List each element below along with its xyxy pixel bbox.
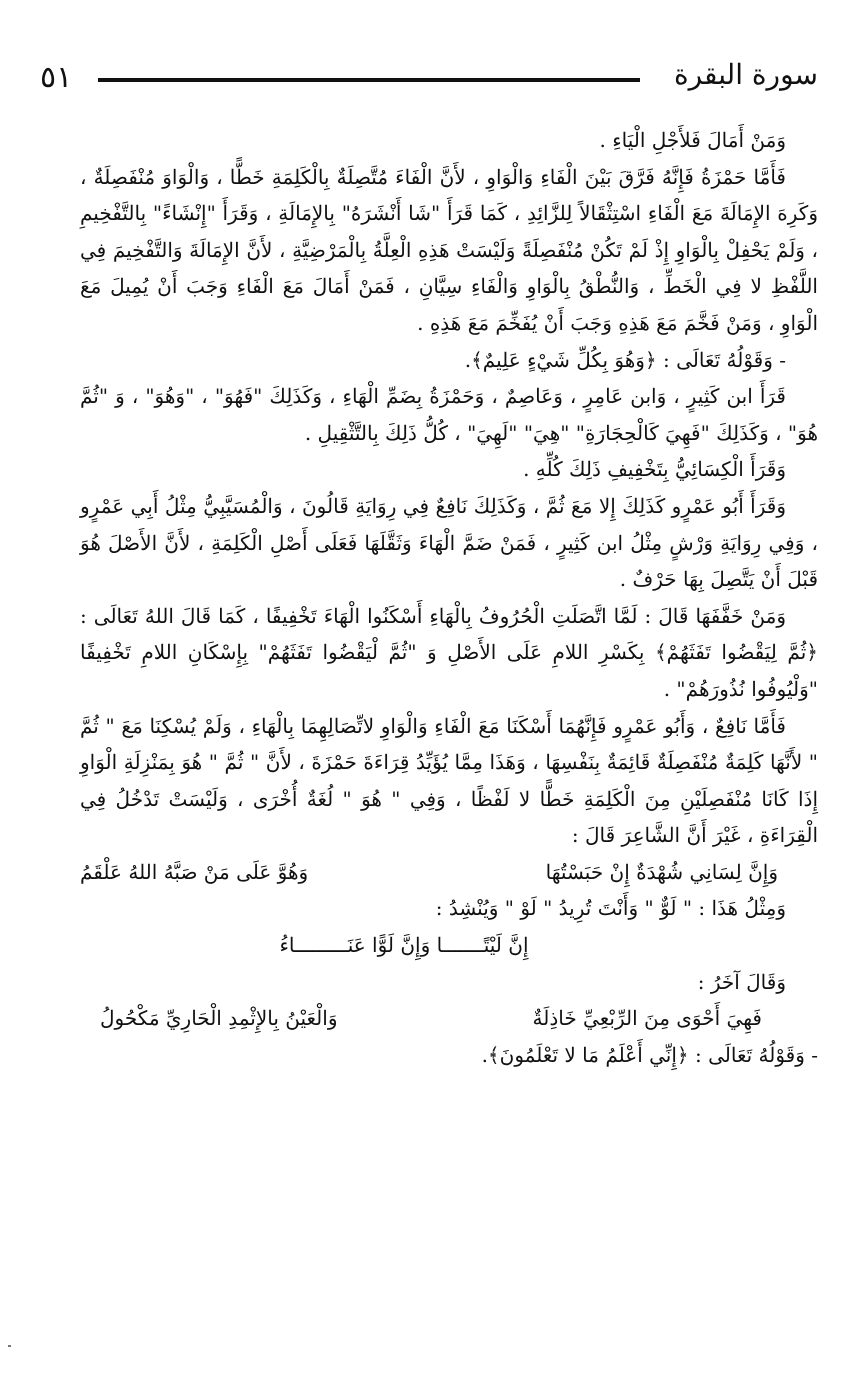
paragraph: قَرَأَ ابن كَثِيرٍ ، وَابن عَامِرٍ ، وَعَاصِمٌ ، وَحَمْزَةُ بِضَمِّ الْهَاءِ ، وَكَذَلِكَ "فَهُوَ" ، "وَهُوَ" ، وَ "ثُمَّ هُوَ" ، وَكَذَلِكَ "فَهِيَ كَالْحِجَارَةِ" "هِيَ" "لَهِيَ" ، كُلُّ ذَلِكَ بِالتَّثْقِيلِ . <box>80 384 818 445</box>
header-rule <box>98 78 640 82</box>
paragraph: - وَقَوْلُهُ تَعَالَى : ﴿إِنِّي أَعْلَمُ مَا لا تَعْلَمُونَ﴾. <box>481 1042 818 1067</box>
paragraph: - وَقَوْلُهُ تَعَالَى : ﴿وَهُوَ بِكُلِّ شَيْءٍ عَلِيمٌ﴾. <box>464 347 786 372</box>
paragraph: فَأَمَّا نَافِعٌ ، وَأَبُو عَمْرٍو فَإِنَّهُمَا أَسْكَنَا مَعَ الْفَاءِ وَالْوَاوِ لاتِّصَالِهِمَا بِالْهَاءِ ، وَلَمْ يُسْكِنَا مَعَ " ثُمَّ " لأَنَّهَا كَلِمَةٌ مُنْفَصِلَةٌ قَائِمَةٌ بِنَفْسِهَا ، وَهَذَا مِمَّا يُؤَيِّدُ قِرَاءَةَ حَمْزَةَ ، لأَنَّ " ثُمَّ " هُوَ بِمَنْزِلَةِ الْوَاوِ إِذَا كَانَا مُنْفَصِلَيْنِ مِنَ الْكَلِمَةِ خَطًّا لا لَفْظًا ، وَفِي " هُوَ " لُغَةٌ أُخْرَى ، وَلَيْسَتْ تَدْخُلُ فِي الْقِرَاءَةِ ، غَيْرَ أَنَّ الشَّاعِرَ قَالَ : <box>80 713 818 848</box>
verse-first-hemistich: وَإِنَّ لِسَانِي شُهْدَةٌ إِنْ حَبَسْتُهَا <box>545 859 778 884</box>
poetry-verse <box>80 854 818 891</box>
scan-mark <box>8 1345 11 1347</box>
surah-title: سورة البقرة <box>673 58 818 91</box>
paragraph: وَمَنْ أَمَالَ فَلأَجْلِ الْيَاءِ . <box>599 128 786 152</box>
verse-line: إِنَّ لَيْتًـــــــا وَإِنَّ لَوًّا عَنَـــــــــاءُ <box>279 933 529 958</box>
paragraph: وَمِثْلُ هَذَا : " لَوٌّ " وَأَنْتَ تُرِيدُ " لَوْ " وَيُنْشِدُ : <box>435 896 786 921</box>
paragraph: وَمَنْ خَفَّفَهَا قَالَ : لَمَّا اتَّصَلَتِ الْحُرُوفُ بِالْهَاءِ أَسْكَنُوا الْهَاءَ تَخْفِيفًا ، كَمَا قَالَ اللهُ تَعَالَى : ﴿ثُمَّ لِيَقْضُوا تَفَثَهُمْ﴾ بِكَسْرِ اللامِ عَلَى الأَصْلِ وَ "ثُمَّ لْيَقْضُوا تَفَثَهُمْ" بِإِسْكَانِ اللامِ تَخْفِيفًا "وَلْيُوفُوا نُذُورَهُمْ" . <box>80 603 818 701</box>
paragraph: وَقَرَأَ أَبُو عَمْرٍو كَذَلِكَ إِلا مَعَ ثُمَّ ، وَكَذَلِكَ نَافِعٌ فِي رِوَايَةِ قَالُونَ ، وَالْمُسَيَّبِيُّ مِثْلُ أَبِي عَمْرٍو ، وَفِي رِوَايَةِ وَرْشٍ مِثْلُ ابن كَثِيرٍ ، فَمَنْ ضَمَّ الْهَاءَ وَثَقَّلَهَا فَعَلَى أَصْلِ الْكَلِمَةِ ، لأَنَّ الأَصْلَ هُوَ قَبْلَ أَنْ يَتَّصِلَ بِهَا حَرْفٌ . <box>80 493 818 592</box>
paragraph: فَأَمَّا حَمْزَةُ فَإِنَّهُ فَرَّقَ بَيْنَ الْفَاءِ وَالْوَاوِ ، لأَنَّ الْفَاءَ مُتَّصِلَةٌ بِالْكَلِمَةِ خَطًّا ، وَالْوَاوَ مُنْفَصِلَةٌ ، وَكَرِهَ الإِمَالَةَ مَعَ الْفَاءِ اسْتِثْقَالاً لِلزَّائِدِ ، كَمَا قَرَأَ "شَا أَنْشَرَهُ" بِالإِمَالَةِ ، وَقَرَأَ "إِنْشَاءً" بِالتَّفْخِيمِ ، وَلَمْ يَحْفِلْ بِالْوَاوِ إِذْ لَمْ تَكُنْ مُنْفَصِلَةً وَلَيْسَتْ هَذِهِ الْعِلَّةُ بِالْمَرْضِيَّةِ ، لأَنَّ الإِمَالَةَ وَالتَّفْخِيمَ فِي اللَّفْظِ لا فِي الْخَطِّ ، وَالنُّطْقُ بِالْوَاوِ وَالْفَاءِ سِيَّانِ ، فَمَنْ أَمَالَ مَعَ الْفَاءِ وَجَبَ أَنْ يُمِيلَ مَعَ الْوَاوِ ، وَمَنْ فَخَّمَ مَعَ هَذِهِ وَجَبَ أَنْ يُفَخِّمَ مَعَ هَذِهِ . <box>80 164 818 335</box>
page-number: ٥١ <box>40 60 73 95</box>
poetry-verse <box>80 1000 818 1037</box>
page-body <box>80 122 818 1073</box>
paragraph: وَقَالَ آخَرُ : <box>697 969 786 994</box>
verse-second-hemistich: وَالْعَيْنُ بِالإِثْمِدِ الْحَارِيِّ مَكْحُولُ <box>100 1006 338 1031</box>
poetry-verse <box>80 927 818 964</box>
verse-second-hemistich: وَهُوَّ عَلَى مَنْ صَبَّهُ اللهُ عَلْقَمُ <box>80 859 309 884</box>
paragraph: وَقَرَأَ الْكِسَائِيُّ بِتَخْفِيفِ ذَلِكَ كُلِّهِ . <box>523 457 786 482</box>
verse-first-hemistich: فَهِيَ أَحْوَى مِنَ الرِّبْعِيِّ خَاذِلَةٌ <box>532 1006 762 1031</box>
page-header <box>40 58 818 104</box>
